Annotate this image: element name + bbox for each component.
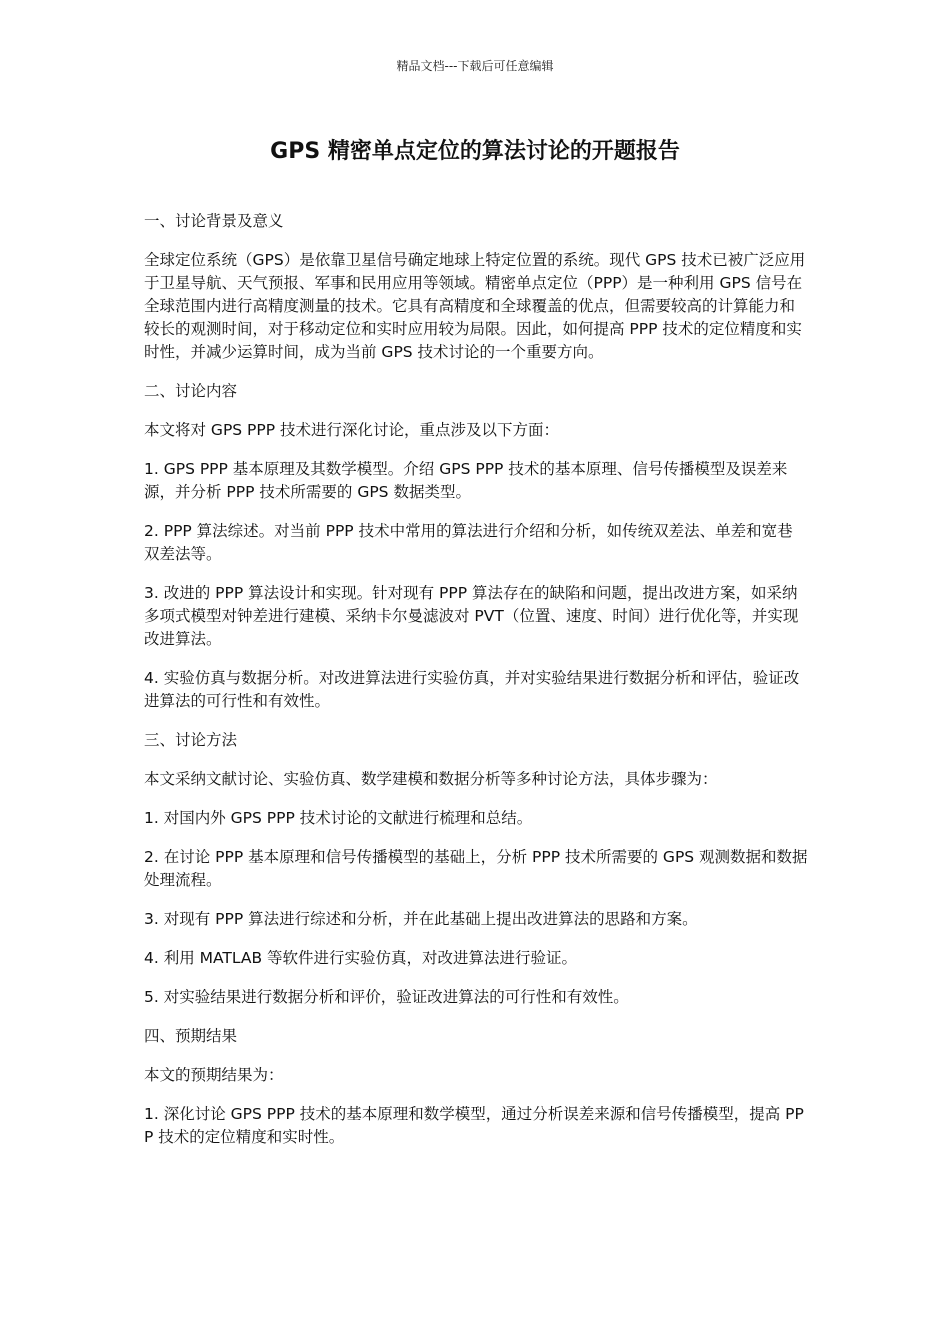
section-heading: 二、讨论内容 (144, 382, 238, 400)
paragraph: 全球定位系统（GPS）是依靠卫星信号确定地球上特定位置的系统。现代 GPS 技术已被广泛应用于卫星导航、天气预报、军事和民用应用等领域。精密单点定位（PPP）是一种利用 GPS 信号在全球范围内进行高精度测量的技术。它具有高精度和全球覆盖的优点，但需要较高的计算能力和较长的观测时间，对于移动定位和实时应用较为局限。因此，如何提高 PPP 技术的定位精度和实时性，并减少运算时间，成为当前 GPS 技术讨论的一个重要方向。 (144, 251, 806, 361)
list-item: 3. 对现有 PPP 算法进行综述和分析，并在此基础上提出改进算法的思路和方案。 (144, 910, 698, 928)
header-note: 精品文档---下载后可任意编辑 (396, 59, 554, 73)
section-heading: 一、讨论背景及意义 (144, 212, 284, 230)
section-heading: 三、讨论方法 (144, 731, 238, 749)
list-item: 2. 在讨论 PPP 基本原理和信号传播模型的基础上，分析 PPP 技术所需要的 GPS 观测数据和数据处理流程。 (144, 848, 808, 889)
paragraph: 本文的预期结果为： (144, 1066, 284, 1084)
section-heading: 四、预期结果 (144, 1027, 238, 1045)
document-title: GPS 精密单点定位的算法讨论的开题报告 (270, 139, 680, 164)
paragraph: 本文采纳文献讨论、实验仿真、数学建模和数据分析等多种讨论方法，具体步骤为： (144, 770, 718, 788)
list-item: 4. 利用 MATLAB 等软件进行实验仿真，对改进算法进行验证。 (144, 949, 578, 967)
document-body (144, 210, 808, 1165)
list-item: 3. 改进的 PPP 算法设计和实现。针对现有 PPP 算法存在的缺陷和问题，提出改进方案，如采纳多项式模型对钟差进行建模、采纳卡尔曼滤波对 PVT（位置、速度、时间）进行优化等，并实现改进算法。 (144, 584, 799, 648)
list-item: 2. PPP 算法综述。对当前 PPP 技术中常用的算法进行介绍和分析，如传统双差法、单差和宽巷双差法等。 (144, 522, 793, 563)
list-item: 4. 实验仿真与数据分析。对改进算法进行实验仿真，并对实验结果进行数据分析和评估，验证改进算法的可行性和有效性。 (144, 669, 800, 710)
list-item: 1. 对国内外 GPS PPP 技术讨论的文献进行梳理和总结。 (144, 809, 533, 827)
list-item: 1. GPS PPP 基本原理及其数学模型。介绍 GPS PPP 技术的基本原理、信号传播模型及误差来源，并分析 PPP 技术所需要的 GPS 数据类型。 (144, 460, 788, 501)
list-item: 5. 对实验结果进行数据分析和评价，验证改进算法的可行性和有效性。 (144, 988, 629, 1006)
list-item: 1. 深化讨论 GPS PPP 技术的基本原理和数学模型，通过分析误差来源和信号传播模型，提高 PPP 技术的定位精度和实时性。 (144, 1105, 804, 1146)
paragraph: 本文将对 GPS PPP 技术进行深化讨论，重点涉及以下方面： (144, 421, 560, 439)
